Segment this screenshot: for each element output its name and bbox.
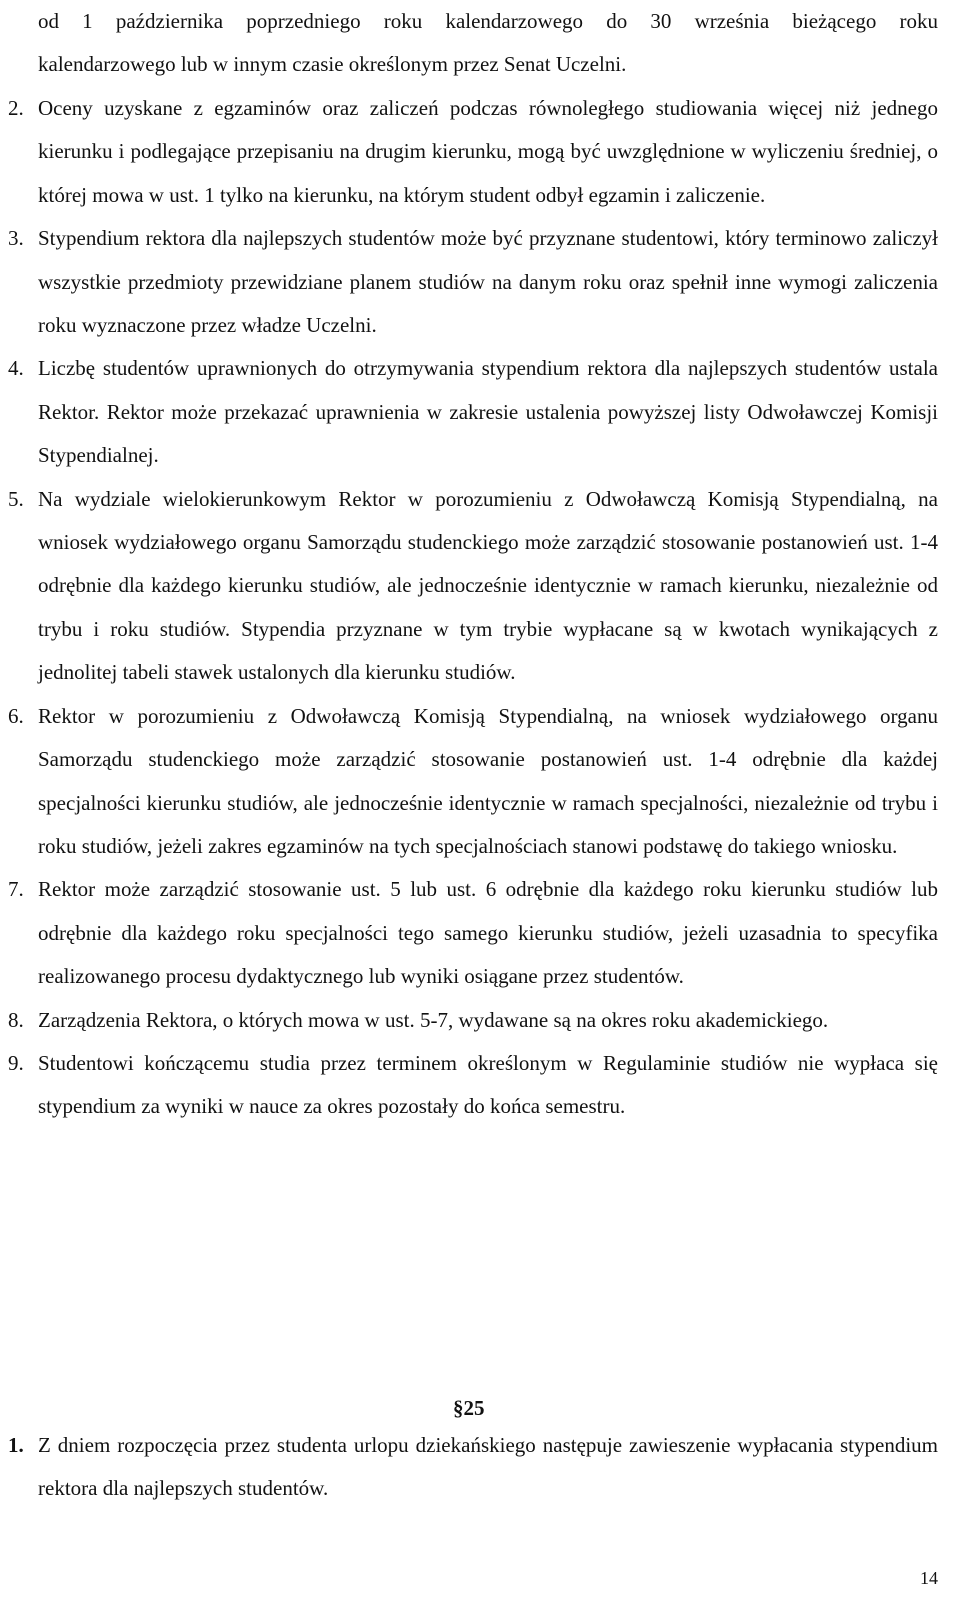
- item-text: Na wydziale wielokierunkowym Rektor w porozumieniu z Odwoławczą Komisją Stypendialną, na wniosek wydziałowego organu Samorządu studenckiego może zarządzić stosowanie postanowień ust. 1-4 odrębnie dla każdego kierunku studiów, ale jednocześnie identycznie w ramach kierunku, niezależnie od trybu i roku studiów. Stypendia przyznane w tym trybie wypłacane są w kwotach wynikających z jednolitej tabeli stawek ustalonych dla kierunku studiów.: [38, 486, 938, 685]
- continuation-line-1: od 1 października poprzedniego roku kalendarzowego do 30 września bieżącego roku: [38, 9, 938, 33]
- list-item: 3. Stypendium rektora dla najlepszych studentów może być przyznane studentowi, który terminowo zaliczył wszystkie przedmioty przewidziane planem studiów na danym roku oraz spełnił inne wymogi zaliczenia roku wyznaczone przez władze Uczelni.: [38, 217, 938, 347]
- item-text: Z dniem rozpoczęcia przez studenta urlopu dziekańskiego następuje zawieszenie wypłacania stypendium rektora dla najlepszych studentów.: [38, 1433, 938, 1501]
- item-text: Rektor w porozumieniu z Odwoławczą Komisją Stypendialną, na wniosek wydziałowego organu Samorządu studenckiego może zarządzić stosowanie postanowień ust. 1-4 odrębnie dla każdej specjalności kierunku studiów, ale jednocześnie identycznie w ramach specjalności, niezależnie od trybu i roku studiów, jeżeli zakres egzaminów na tych specjalnościach stanowi podstawę do takiego wniosku.: [38, 703, 938, 858]
- section-list: [8, 1424, 938, 1511]
- list-item: 8. Zarządzenia Rektora, o których mowa w ust. 5-7, wydawane są na okres roku akademickiego.: [38, 999, 938, 1042]
- list-item: 6. Rektor w porozumieniu z Odwoławczą Komisją Stypendialną, na wniosek wydziałowego organu Samorządu studenckiego może zarządzić stosowanie postanowień ust. 1-4 odrębnie dla każdej specjalności kierunku studiów, ale jednocześnie identycznie w ramach specjalności, niezależnie od trybu i roku studiów, jeżeli zakres egzaminów na tych specjalnościach stanowi podstawę do takiego wniosku.: [38, 695, 938, 869]
- list-item: 2. Oceny uzyskane z egzaminów oraz zaliczeń podczas równoległego studiowania więcej niż jednego kierunku i podlegające przepisaniu na drugim kierunku, mogą być uwzględnione w wyliczeniu średniej, o której mowa w ust. 1 tylko na kierunku, na którym student odbył egzamin i zaliczenie.: [38, 87, 938, 217]
- list-item: 7. Rektor może zarządzić stosowanie ust. 5 lub ust. 6 odrębnie dla każdego roku kierunku studiów lub odrębnie dla każdego roku specjalności tego samego kierunku studiów, jeżeli uzasadnia to specyfika realizowanego procesu dydaktycznego lub wyniki osiągane przez studentów.: [38, 868, 938, 998]
- item-text: Stypendium rektora dla najlepszych studentów może być przyznane studentowi, który terminowo zaliczył wszystkie przedmioty przewidziane planem studiów na danym roku oraz spełnił inne wymogi zaliczenia roku wyznaczone przez władze Uczelni.: [38, 226, 938, 338]
- item-text: Oceny uzyskane z egzaminów oraz zaliczeń podczas równoległego studiowania więcej niż jednego kierunku i podlegające przepisaniu na drugim kierunku, mogą być uwzględnione w wyliczeniu średniej, o której mowa w ust. 1 tylko na kierunku, na którym student odbył egzamin i zaliczenie.: [38, 96, 938, 207]
- numbered-list: [8, 87, 938, 1129]
- list-item: 9. Studentowi kończącemu studia przez terminem określonym w Regulaminie studiów nie wypłaca się stypendium za wyniki w nauce za okres pozostały do końca semestru.: [38, 1042, 938, 1129]
- item-text: Rektor może zarządzić stosowanie ust. 5 lub ust. 6 odrębnie dla każdego roku kierunku studiów lub odrębnie dla każdego roku specjalności tego samego kierunku studiów, jeżeli uzasadnia to specyfika realizowanego procesu dydaktycznego lub wyniki osiągane przez studentów.: [38, 877, 938, 989]
- list-item: 4. Liczbę studentów uprawnionych do otrzymywania stypendium rektora dla najlepszych studentów ustala Rektor. Rektor może przekazać uprawnienia w zakresie ustalenia powyższej listy Odwoławczej Komisji Stypendialnej.: [38, 347, 938, 477]
- list-item: 5. Na wydziale wielokierunkowym Rektor w porozumieniu z Odwoławczą Komisją Stypendialną, na wniosek wydziałowego organu Samorządu studenckiego może zarządzić stosowanie postanowień ust. 1-4 odrębnie dla każdego kierunku studiów, ale jednocześnie identycznie w ramach kierunku, niezależnie od trybu i roku studiów. Stypendia przyznane w tym trybie wypłacane są w kwotach wynikających z jednolitej tabeli stawek ustalonych dla kierunku studiów.: [38, 478, 938, 695]
- section-heading: §25: [453, 1396, 485, 1420]
- list-item: 1. Z dniem rozpoczęcia przez studenta urlopu dziekańskiego następuje zawieszenie wypłacania stypendium rektora dla najlepszych studentów.: [38, 1424, 938, 1511]
- item-text: Zarządzenia Rektora, o których mowa w ust. 5-7, wydawane są na okres roku akademickiego.: [38, 1007, 829, 1032]
- page-number: 14: [920, 1568, 938, 1588]
- continuation-paragraph: [38, 0, 938, 87]
- item-text: Studentowi kończącemu studia przez terminem określonym w Regulaminie studiów nie wypłaca się stypendium za wyniki w nauce za okres pozostały do końca semestru.: [38, 1050, 938, 1119]
- item-text: Liczbę studentów uprawnionych do otrzymywania stypendium rektora dla najlepszych studentów ustala Rektor. Rektor może przekazać uprawnienia w zakresie ustalenia powyższej listy Odwoławczej Komisji Stypendialnej.: [38, 356, 938, 468]
- continuation-line-2: kalendarzowego lub w innym czasie określonym przez Senat Uczelni.: [38, 52, 627, 77]
